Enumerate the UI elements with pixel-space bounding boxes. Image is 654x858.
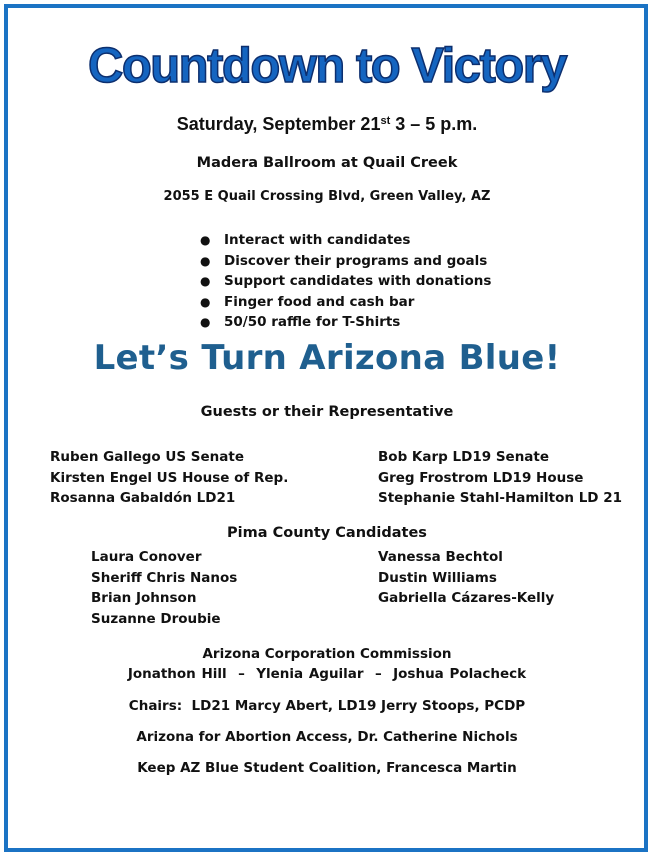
feature-item — [200, 292, 491, 313]
guest-entry: Ruben Gallego US Senate — [50, 449, 244, 465]
pima-county-heading: Pima County Candidates — [227, 525, 427, 541]
bullet-icon: ● — [200, 274, 211, 288]
feature-item — [200, 251, 491, 272]
student-coalition-line: Keep AZ Blue Student Coalition, Francesca Martin — [137, 760, 517, 776]
date-ordinal-suffix: st — [380, 115, 391, 127]
feature-text: Finger food and cash bar — [224, 293, 415, 310]
flyer-title: Countdown to Victory — [87, 39, 567, 93]
feature-text: 50/50 raffle for T-Shirts — [224, 314, 401, 330]
feature-text: Discover their programs and goals — [224, 252, 488, 269]
candidate-entry: Gabriella Cázares-Kelly — [378, 590, 555, 606]
bullet-icon: ● — [200, 294, 211, 309]
guests-left-column — [50, 447, 288, 509]
event-venue: Madera Ballroom at Quail Creek — [196, 155, 458, 171]
candidate-entry: Laura Conover — [91, 549, 202, 565]
event-date-time — [0, 114, 654, 135]
slogan-heading: Let’s Turn Arizona Blue! — [93, 338, 561, 378]
bullet-icon: ● — [200, 253, 211, 268]
guest-entry: Rosanna Gabaldón LD21 — [50, 490, 236, 506]
feature-text: Support candidates with donations — [224, 273, 492, 289]
candidate-entry: Sheriff Chris Nanos — [91, 569, 238, 586]
guest-entry: Kirsten Engel US House of Rep. — [50, 469, 289, 486]
bullet-icon: ● — [200, 233, 211, 247]
event-address: 2055 E Quail Crossing Blvd, Green Valley, AZ — [163, 189, 491, 204]
event-date: Saturday, September 21 — [176, 114, 381, 134]
abortion-access-line: Arizona for Abortion Access, Dr. Catherine Nichols — [136, 729, 518, 745]
event-time: 3 – 5 p.m. — [390, 114, 478, 134]
feature-item — [200, 230, 491, 251]
feature-item — [200, 312, 491, 333]
feature-item — [200, 271, 491, 292]
corporation-commission-title: Arizona Corporation Commission — [202, 646, 452, 662]
pima-right-column — [378, 547, 554, 609]
chairs-line: Chairs: LD21 Marcy Abert, LD19 Jerry Stoops, PCDP — [128, 698, 526, 714]
guests-right-column — [378, 447, 622, 509]
guest-entry: Bob Karp LD19 Senate — [378, 449, 550, 465]
guests-heading: Guests or their Representative — [200, 404, 454, 420]
candidate-entry: Brian Johnson — [91, 590, 197, 606]
feature-list — [200, 230, 491, 333]
candidate-entry: Suzanne Droubie — [91, 610, 221, 627]
bullet-icon: ● — [200, 315, 211, 329]
candidate-entry: Vanessa Bechtol — [378, 549, 503, 565]
feature-text: Interact with candidates — [224, 232, 411, 248]
guest-entry: Stephanie Stahl-Hamilton LD 21 — [378, 490, 623, 506]
pima-left-column — [91, 547, 237, 629]
guest-entry: Greg Frostrom LD19 House — [378, 469, 584, 486]
candidate-entry: Dustin Williams — [378, 569, 497, 586]
corporation-commission-names: Jonathon Hill – Ylenia Aguilar – Joshua Polacheck — [127, 666, 527, 682]
